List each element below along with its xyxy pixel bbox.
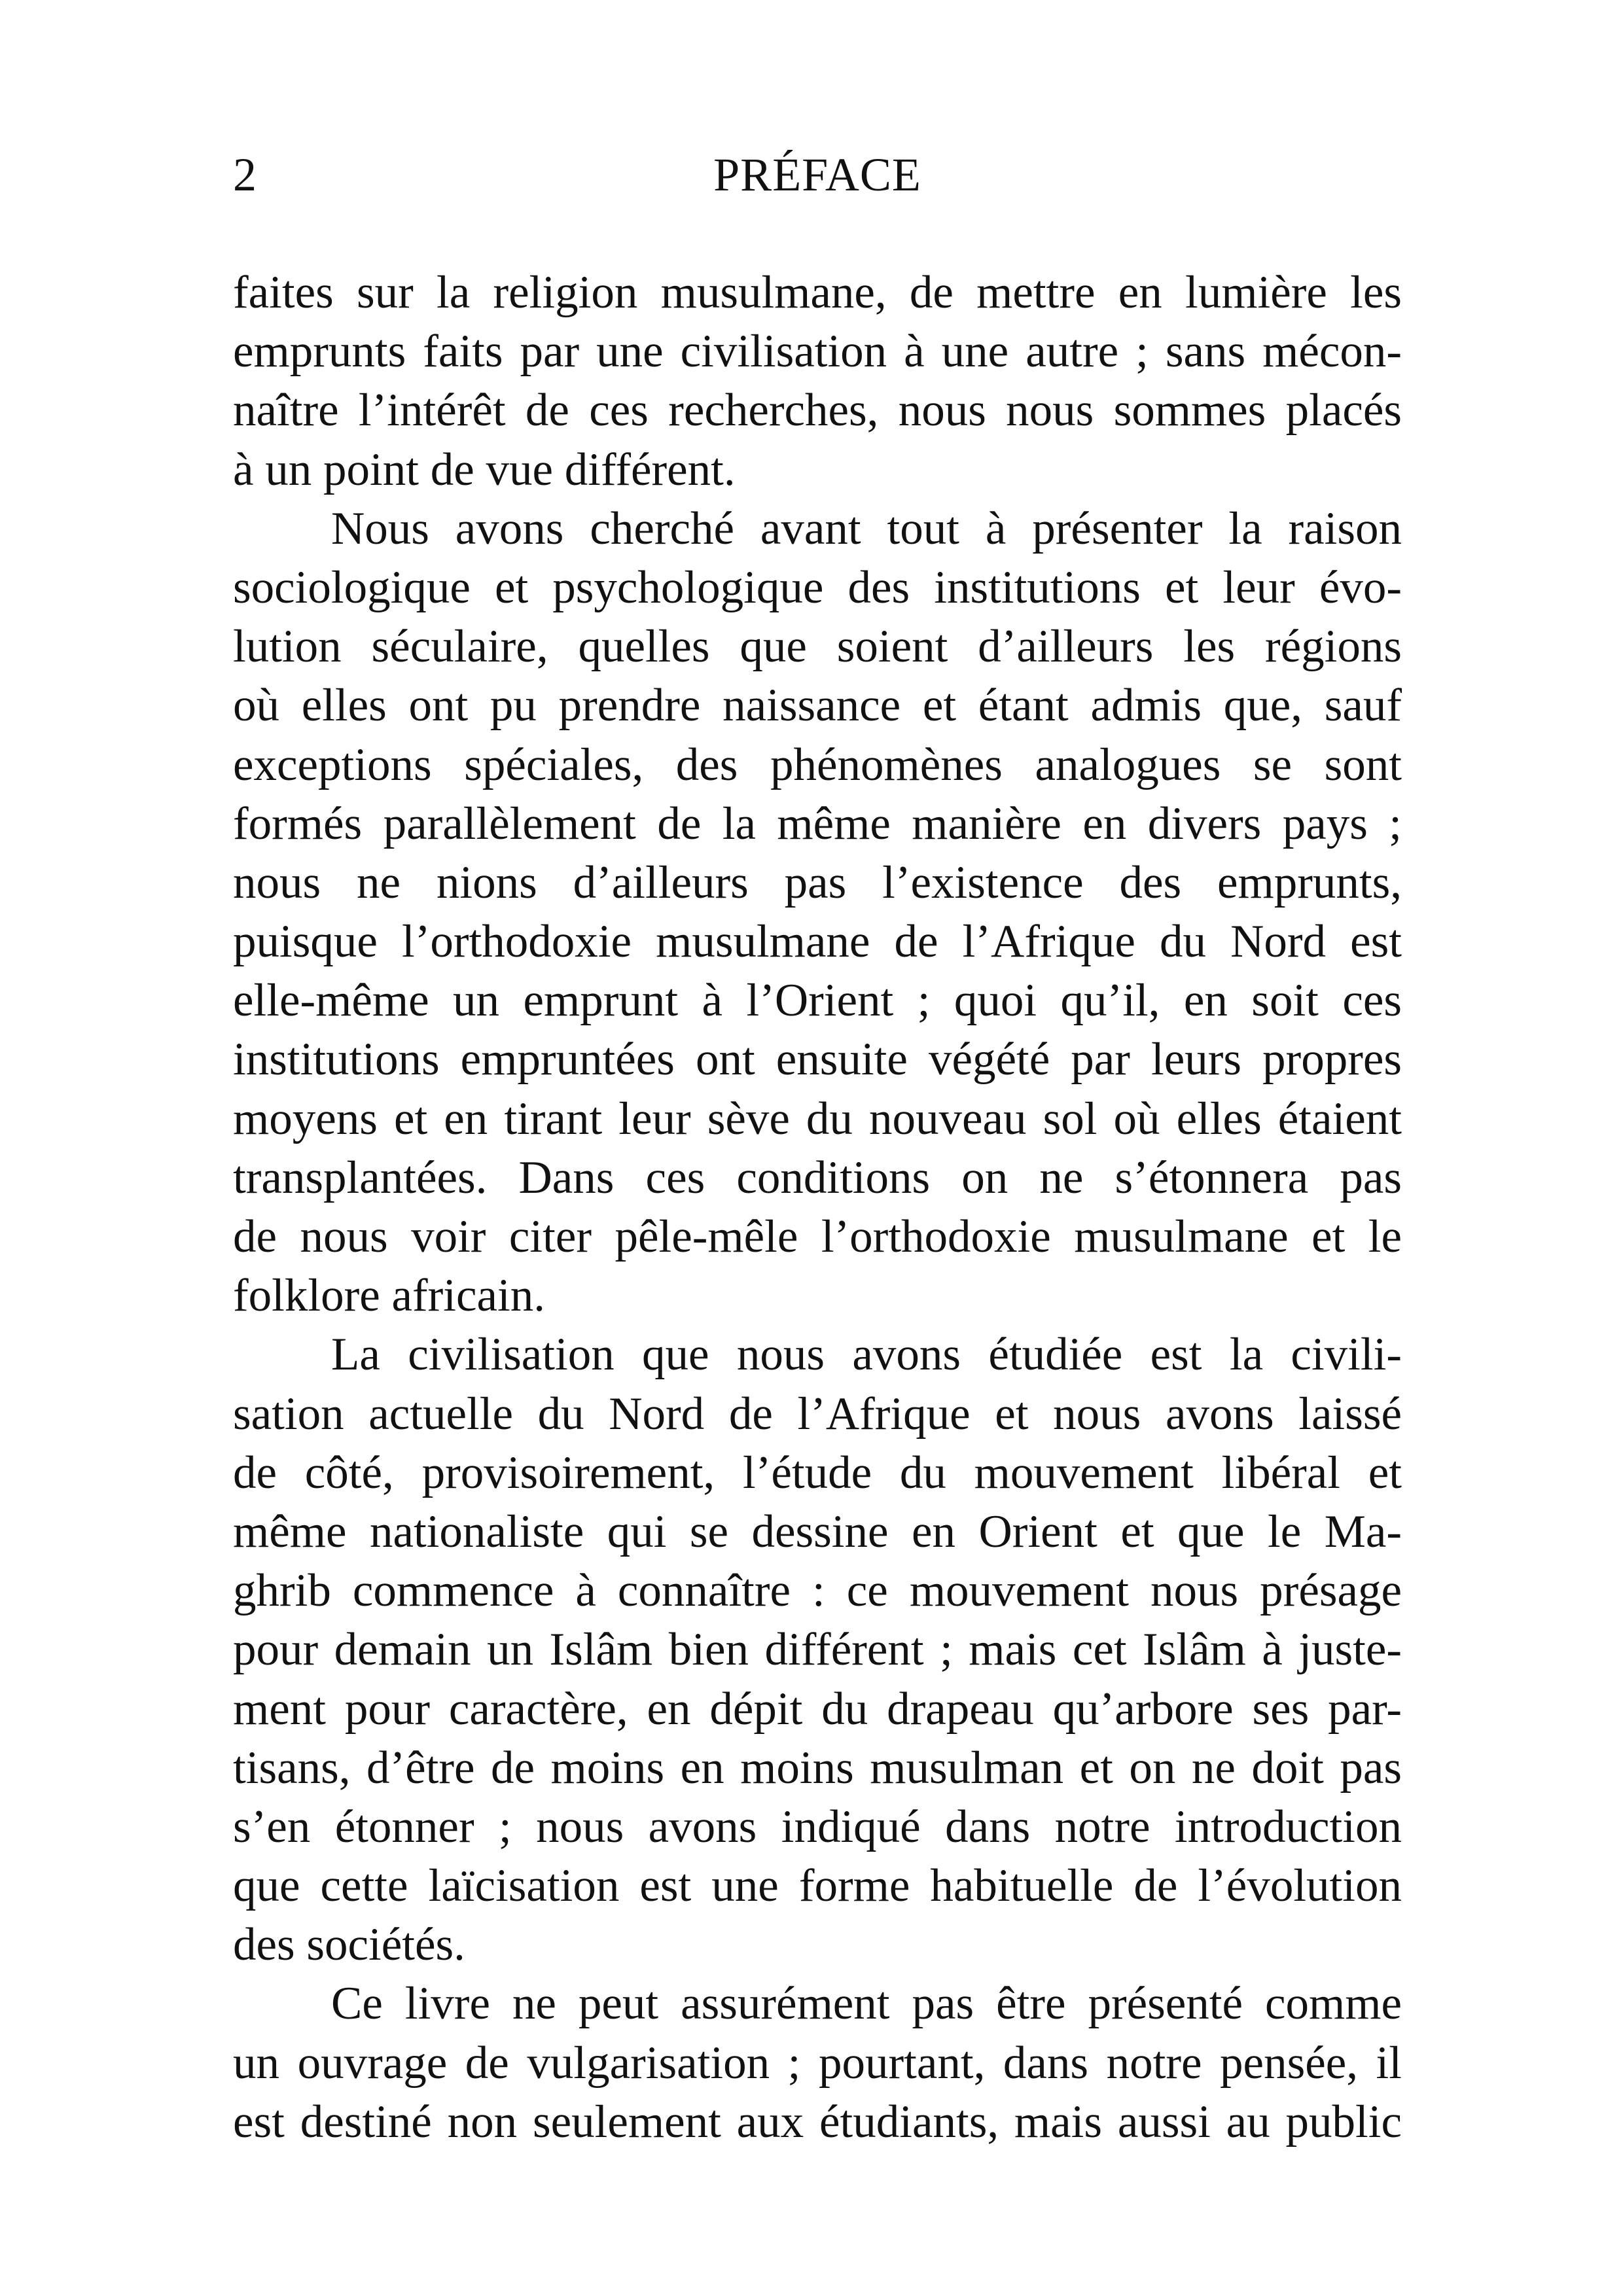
text-line: ghrib commence à connaître : ce mouvement nous présage — [233, 1565, 1402, 1617]
body-text — [233, 263, 1402, 2151]
text-line: formés parallèlement de la même manière en divers pays ; — [233, 798, 1402, 849]
text-line: Nous avons cherché avant tout à présenter la raison — [331, 503, 1402, 554]
text-line: puisque l’orthodoxie musulmane de l’Afrique du Nord est — [233, 916, 1402, 968]
text-line: faites sur la religion musulmane, de mettre en lumière les — [233, 267, 1402, 318]
text-line: un ouvrage de vulgarisation ; pourtant, dans notre pensée, il — [233, 2037, 1402, 2089]
text-line: sation actuelle du Nord de l’Afrique et nous avons laissé — [233, 1388, 1402, 1439]
text-line: naître l’intérêt de ces recherches, nous nous sommes placés — [233, 385, 1402, 436]
text-line: folklore africain. — [233, 1270, 546, 1322]
page-header — [233, 145, 1402, 204]
text-line: Ce livre ne peut assurément pas être présenté comme — [331, 1978, 1402, 2030]
text-line: transplantées. Dans ces conditions on ne s’étonnera pas — [233, 1152, 1402, 1203]
text-line: exceptions spéciales, des phénomènes analogues se sont — [233, 739, 1402, 790]
text-line: pour demain un Islâm bien différent ; mais cet Islâm à juste- — [233, 1624, 1402, 1676]
text-line: tisans, d’être de moins en moins musulman et on ne doit pas — [233, 1742, 1402, 1793]
text-line: des sociétés. — [233, 1919, 465, 1971]
running-title: PRÉFACE — [713, 149, 921, 201]
text-line: emprunts faits par une civilisation à une autre ; sans mécon- — [233, 326, 1402, 378]
paragraph — [233, 263, 1402, 499]
text-line: moyens et en tirant leur sève du nouveau sol où elles étaient — [233, 1093, 1402, 1144]
paragraph — [233, 1974, 1402, 2151]
text-line: où elles ont pu prendre naissance et étant admis que, sauf — [233, 680, 1402, 732]
text-line: institutions empruntées ont ensuite végété par leurs propres — [233, 1034, 1402, 1086]
text-line: même nationaliste qui se dessine en Orient et que le Ma- — [233, 1506, 1402, 1557]
text-line: de nous voir citer pêle-mêle l’orthodoxie musulmane et le — [233, 1211, 1402, 1262]
text-line: La civilisation que nous avons étudiée est la civili- — [331, 1329, 1402, 1381]
text-line: s’en étonner ; nous avons indiqué dans notre introduction — [233, 1801, 1402, 1852]
text-line: est destiné non seulement aux étudiants, mais aussi au public — [233, 2096, 1402, 2147]
page-number: 2 — [233, 149, 257, 201]
text-line: sociologique et psychologique des institutions et leur évo- — [233, 561, 1402, 613]
text-line: elle-même un emprunt à l’Orient ; quoi qu’il, en soit ces — [233, 975, 1402, 1027]
paragraph — [233, 1325, 1402, 1974]
text-line: ment pour caractère, en dépit du drapeau qu’arbore ses par- — [233, 1683, 1402, 1735]
text-line: lution séculaire, quelles que soient d’ailleurs les régions — [233, 621, 1402, 673]
text-line: à un point de vue différent. — [233, 444, 736, 495]
text-line: nous ne nions d’ailleurs pas l’existence des emprunts, — [233, 857, 1402, 908]
text-line: de côté, provisoirement, l’étude du mouvement libéral et — [233, 1447, 1402, 1498]
text-line: que cette laïcisation est une forme habituelle de l’évolution — [233, 1860, 1402, 1912]
paragraph — [233, 499, 1402, 1326]
